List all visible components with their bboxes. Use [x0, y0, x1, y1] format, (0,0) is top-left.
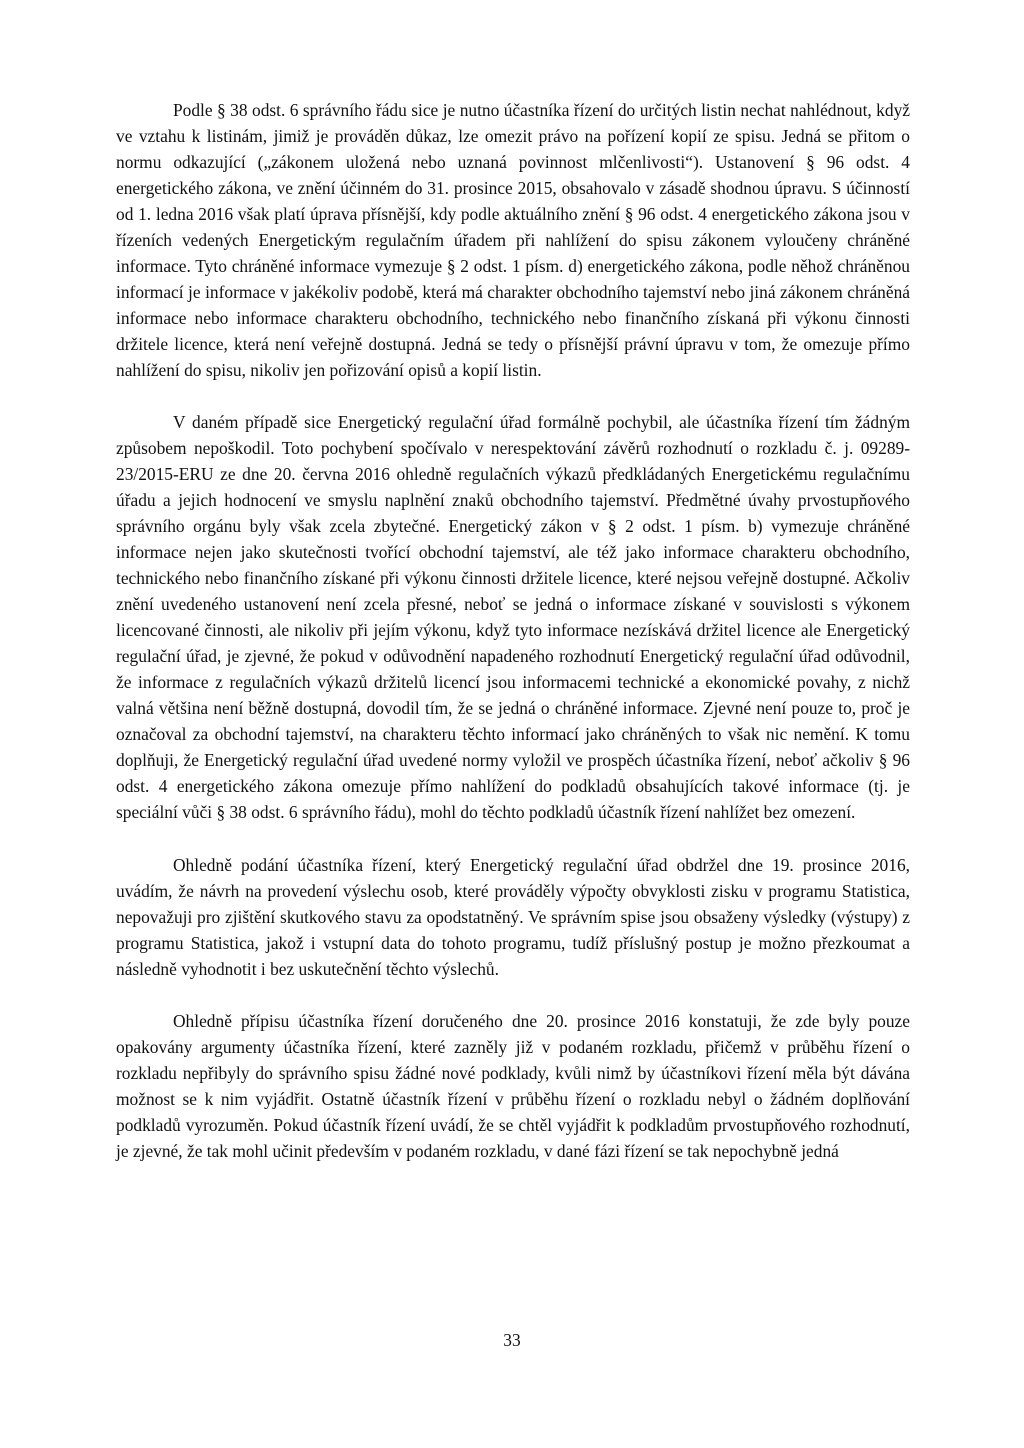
paragraph-2: V daném případě sice Energetický regulační úřad formálně pochybil, ale účastníka řízení tím žádným způsobem nepoškodil. Toto pochybení spočívalo v nerespektování závěrů rozhodnutí o rozkladu č. j. 09289-23/2015-ERU ze dne 20. června 2016 ohledně regulačních výkazů předkládaných Energetickému regulačnímu úřadu a jejich hodnocení ve smyslu naplnění znaků obchodního tajemství. Předmětné úvahy prvostupňového správního orgánu byly však zcela zbytečné. Energetický zákon v § 2 odst. 1 písm. b) vymezuje chráněné informace nejen jako skutečnosti tvořící obchodní tajemství, ale též jako informace charakteru obchodního, technického nebo finančního získané při výkonu činnosti držitele licence, které nejsou veřejně dostupné. Ačkoliv znění uvedeného ustanovení není zcela přesné, neboť se jedná o informace získané v souvislosti s výkonem licencované činnosti, ale nikoliv při jejím výkonu, když tyto informace nezískává držitel licence ale Energetický regulační úřad, je zjevné, že pokud v odůvodnění napadeného rozhodnutí Energetický regulační úřad odůvodnil, že informace z regulačních výkazů držitelů licencí jsou informacemi technické a ekonomické povahy, z nichž valná většina není běžně dostupná, dovodil tím, že se jedná o chráněné informace. Zjevné není pouze to, proč je označoval za obchodní tajemství, na charakteru těchto informací jako chráněných to však nic nemění. K tomu doplňuji, že Energetický regulační úřad uvedené normy vyložil ve prospěch účastníka řízení, neboť ačkoliv § 96 odst. 4 energetického zákona omezuje přímo nahlížení do podkladů obsahujících takové informace (tj. je speciální vůči § 38 odst. 6 správního řádu), mohl do těchto podkladů účastník řízení nahlížet bez omezení. [116, 412, 910, 822]
paragraph-3: Ohledně podání účastníka řízení, který Energetický regulační úřad obdržel dne 19. prosince 2016, uvádím, že návrh na provedení výslechu osob, které prováděly výpočty obvyklosti zisku v programu Statistica, nepovažuji pro zjištění skutkového stavu za opodstatněný. Ve správním spise jsou obsaženy výsledky (výstupy) z programu Statistica, jakož i vstupní data do tohoto programu, tudíž příslušný postup je možno přezkoumat a následně vyhodnotit i bez uskutečnění těchto výslechů. [116, 855, 910, 979]
paragraph-4: Ohledně přípisu účastníka řízení doručeného dne 20. prosince 2016 konstatuji, že zde byly pouze opakovány argumenty účastníka řízení, které zazněly již v podaném rozkladu, přičemž v průběhu řízení o rozkladu nepřibyly do správního spisu žádné nové podklady, kvůli nimž by účastníkovi řízení měla být dávána možnost se k nim vyjádřit. Ostatně účastník řízení v průběhu řízení o rozkladu nebyl o žádném doplňování podkladů vyrozuměn. Pokud účastník řízení uvádí, že se chtěl vyjádřit k podkladům prvostupňového rozhodnutí, je zjevné, že tak mohl učinit především v podaném rozkladu, v dané fázi řízení se tak nepochybně jedná [116, 1011, 910, 1161]
paragraph-1: Podle § 38 odst. 6 správního řádu sice je nutno účastníka řízení do určitých listin nechat nahlédnout, když ve vztahu k listinám, jimiž je prováděn důkaz, lze omezit právo na pořízení kopií ze spisu. Jedná se přitom o normu odkazující („zákonem uložená nebo uznaná povinnost mlčenlivosti“). Ustanovení § 96 odst. 4 energetického zákona, ve znění účinném do 31. prosince 2015, obsahovalo v zásadě shodnou úpravu. S účinností od 1. ledna 2016 však platí úprava přísnější, kdy podle aktuálního znění § 96 odst. 4 energetického zákona jsou v řízeních vedených Energetickým regulačním úřadem při nahlížení do spisu zákonem vyloučeny chráněné informace. Tyto chráněné informace vymezuje § 2 odst. 1 písm. d) energetického zákona, podle něhož chráněnou informací je informace v jakékoliv podobě, která má charakter obchodního tajemství nebo jiná zákonem chráněná informace nebo informace charakteru obchodního, technického nebo finančního získaná při výkonu činnosti držitele licence, která není veřejně dostupná. Jedná se tedy o přísnější právní úpravu v tom, že omezuje přímo nahlížení do spisu, nikoliv jen pořizování opisů a kopií listin. [116, 100, 910, 380]
page-number: 33 [503, 1330, 521, 1350]
document-body [116, 97, 910, 1190]
